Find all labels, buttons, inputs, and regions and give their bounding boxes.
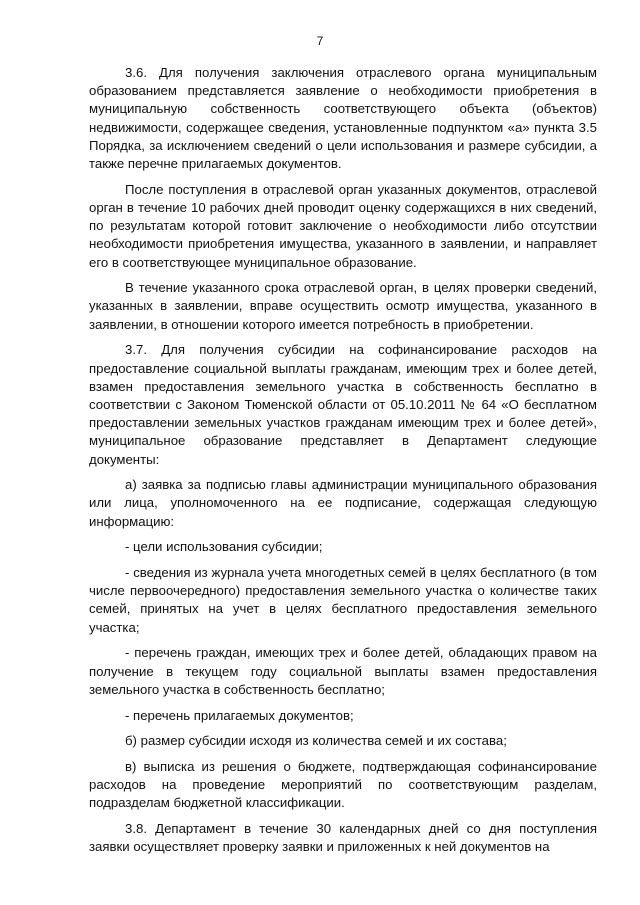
paragraph-property-inspection: В течение указанного срока отраслевой орган, в целях проверки сведений, указанных в заявлении, вправе осуществить осмотр имущества, указанного в заявлении, в отношении которого имеется потребность в приобретении.	[89, 280, 597, 332]
paragraph-item-v: в) выписка из решения о бюджете, подтверждающая софинансирование расходов на проведение мероприятий по соответствующим разделам, подразделам бюджетной классификации.	[89, 758, 597, 811]
paragraph-documents-list: - перечень прилагаемых документов;	[125, 707, 354, 723]
paragraph-registry-info: - сведения из журнала учета многодетных семей в целях бесплатного (в том числе первоочередного) предоставления земельного участка о количестве таких семей, принятых на учет в целях бесплатного предоставления земельного участка;	[89, 565, 597, 635]
paragraph-item-a: а) заявка за подписью главы администрации муниципального образования или лица, уполномоченного на ее подписание, содержащая следующую информацию:	[89, 477, 597, 529]
paragraph-3-6: 3.6. Для получения заключения отраслевого органа муниципальным образованием представляется заявление о необходимости приобретения в муниципальную собственность соответствующего объекта (объектов) недвижимости, содержащее сведения, установленные подпунктом «а» пункта 3.5 Порядка, за исключением сведений о цели использования и размере субсидии, а также перечне прилагаемых документов.	[89, 65, 597, 172]
paragraph-3-7: 3.7. Для получения субсидии на софинансирование расходов на предоставление социальной выплаты гражданам, имеющим трех и более детей, взамен предоставления земельного участка в собственность бесплатно в соответствии с Законом Тюменской области от 05.10.2011 № 64 «О бесплатном предоставлении земельных участков гражданам имеющим трех и более детей», муниципальное образование представляет в Департамент следующие документы:	[89, 342, 597, 467]
paragraph-item-b: б) размер субсидии исходя из количества семей и их состава;	[125, 733, 507, 749]
paragraph-subsidy-purpose: - цели использования субсидии;	[125, 539, 323, 555]
page-number: 7	[316, 34, 324, 48]
paragraph-citizens-list: - перечень граждан, имеющих трех и более детей, обладающих правом на получение в текущем году социальной выплаты взамен предоставления земельного участка в собственность бесплатно;	[89, 645, 597, 697]
paragraph-review-after-receipt: После поступления в отраслевой орган указанных документов, отраслевой орган в течение 10 рабочих дней проводит оценку содержащихся в них сведений, по результатам которой готовит заключение о необходимости либо отсутствии необходимости приобретения имущества, указанного в заявлении, и направляет его в соответствующее муниципальное образование.	[89, 181, 597, 270]
document-body	[89, 64, 597, 864]
paragraph-3-8: 3.8. Департамент в течение 30 календарных дней со дня поступления заявки осуществляет проверку заявки и приложенных к ней документов на	[89, 821, 597, 855]
